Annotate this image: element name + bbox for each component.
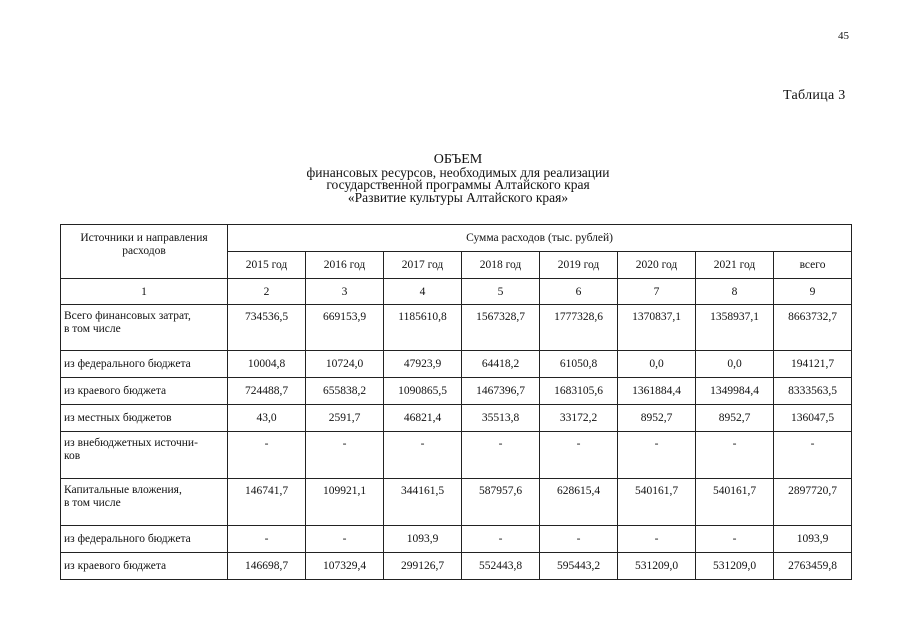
table-cell: - xyxy=(696,432,774,479)
table-cell: 2591,7 xyxy=(306,405,384,432)
table-cell: 655838,2 xyxy=(306,378,384,405)
col-number: 5 xyxy=(462,279,540,305)
table-cell: 1567328,7 xyxy=(462,305,540,351)
table-cell: 194121,7 xyxy=(774,351,852,378)
table-cell: 146698,7 xyxy=(228,553,306,580)
row-label xyxy=(61,432,228,479)
table-cell: 8333563,5 xyxy=(774,378,852,405)
header-row-1 xyxy=(61,225,852,252)
table-cell: 1090865,5 xyxy=(384,378,462,405)
financing-table xyxy=(60,224,852,580)
table-row-federal-budget xyxy=(61,351,852,378)
table-cell: 35513,8 xyxy=(462,405,540,432)
row-label: из краевого бюджета xyxy=(61,553,228,580)
table-cell: 107329,4 xyxy=(306,553,384,580)
col-number: 3 xyxy=(306,279,384,305)
header-year-2020: 2020 год xyxy=(618,252,696,279)
col-number: 7 xyxy=(618,279,696,305)
table-row-capital-federal-budget xyxy=(61,526,852,553)
header-year-2016: 2016 год xyxy=(306,252,384,279)
table-cell: 46821,4 xyxy=(384,405,462,432)
table-row-regional-budget xyxy=(61,378,852,405)
table-cell: 0,0 xyxy=(696,351,774,378)
table-cell: 8952,7 xyxy=(618,405,696,432)
title-line-3: государственной программы Алтайского края xyxy=(326,177,590,192)
table-cell: - xyxy=(228,526,306,553)
table-cell: 8952,7 xyxy=(696,405,774,432)
table-cell: - xyxy=(462,432,540,479)
title-line-2: финансовых ресурсов, необходимых для реализации xyxy=(306,164,610,180)
header-year-2021: 2021 год xyxy=(696,252,774,279)
table-cell: - xyxy=(306,526,384,553)
table-cell: 47923,9 xyxy=(384,351,462,378)
row-label-line: Капитальные вложения, xyxy=(64,484,182,496)
table-cell: 109921,1 xyxy=(306,479,384,526)
header-total: всего xyxy=(774,252,852,279)
table-cell: 540161,7 xyxy=(696,479,774,526)
table-cell: 61050,8 xyxy=(540,351,618,378)
table-cell: 540161,7 xyxy=(618,479,696,526)
header-year-2018: 2018 год xyxy=(462,252,540,279)
table-cell: 33172,2 xyxy=(540,405,618,432)
col-number: 2 xyxy=(228,279,306,305)
table-cell: - xyxy=(618,526,696,553)
table-cell: 531209,0 xyxy=(618,553,696,580)
row-label-line: Всего финансовых затрат, xyxy=(64,310,191,322)
table-cell: - xyxy=(774,432,852,479)
table-cell: - xyxy=(462,526,540,553)
title-line-4: «Развитие культуры Алтайского края» xyxy=(347,189,569,205)
header-year-2019: 2019 год xyxy=(540,252,618,279)
document-title xyxy=(200,154,716,204)
row-label: из краевого бюджета xyxy=(61,378,228,405)
table-cell: 1185610,8 xyxy=(384,305,462,351)
col-number: 6 xyxy=(540,279,618,305)
table-row-local-budgets xyxy=(61,405,852,432)
table-cell: 628615,4 xyxy=(540,479,618,526)
table-cell: 1349984,4 xyxy=(696,378,774,405)
row-label: из местных бюджетов xyxy=(61,405,228,432)
col-number: 4 xyxy=(384,279,462,305)
table-cell: 1093,9 xyxy=(384,526,462,553)
table-cell: 595443,2 xyxy=(540,553,618,580)
table-row-capital-regional-budget xyxy=(61,553,852,580)
row-label-line: ков xyxy=(64,450,81,462)
table-cell: 734536,5 xyxy=(228,305,306,351)
col-number: 8 xyxy=(696,279,774,305)
col-number: 9 xyxy=(774,279,852,305)
table-cell: 0,0 xyxy=(618,351,696,378)
table-cell: 724488,7 xyxy=(228,378,306,405)
table-cell: - xyxy=(540,432,618,479)
header-year-2015: 2015 год xyxy=(228,252,306,279)
table-row-extrabudgetary xyxy=(61,432,852,479)
row-label: из федерального бюджета xyxy=(61,351,228,378)
row-label xyxy=(61,305,228,351)
table-cell: - xyxy=(618,432,696,479)
table-cell: 344161,5 xyxy=(384,479,462,526)
table-row-capital-investments xyxy=(61,479,852,526)
row-label-line: в том числе xyxy=(64,323,121,335)
header-expenses-sum: Сумма расходов (тыс. рублей) xyxy=(228,225,852,252)
table-cell: - xyxy=(228,432,306,479)
table-cell: 299126,7 xyxy=(384,553,462,580)
table-cell: 1683105,6 xyxy=(540,378,618,405)
table-cell: 8663732,7 xyxy=(774,305,852,351)
table-cell: 1361884,4 xyxy=(618,378,696,405)
title-heading: ОБЪЕМ xyxy=(433,152,483,167)
table-cell: 2897720,7 xyxy=(774,479,852,526)
table-cell: 43,0 xyxy=(228,405,306,432)
table-cell: 1370837,1 xyxy=(618,305,696,351)
table-cell: - xyxy=(540,526,618,553)
row-label: из федерального бюджета xyxy=(61,526,228,553)
row-label xyxy=(61,479,228,526)
table-cell: - xyxy=(384,432,462,479)
row-label-line: из внебюджетных источни- xyxy=(64,437,198,449)
table-cell: 10004,8 xyxy=(228,351,306,378)
table-cell: 552443,8 xyxy=(462,553,540,580)
table-cell: 669153,9 xyxy=(306,305,384,351)
table-cell: 587957,6 xyxy=(462,479,540,526)
table-row-total-expenses xyxy=(61,305,852,351)
table-cell: - xyxy=(306,432,384,479)
table-label: Таблица 3 xyxy=(783,88,846,103)
page-number: 45 xyxy=(838,30,849,42)
table-cell: 531209,0 xyxy=(696,553,774,580)
table-cell: 1467396,7 xyxy=(462,378,540,405)
table-cell: 2763459,8 xyxy=(774,553,852,580)
table-cell: 64418,2 xyxy=(462,351,540,378)
table-cell: 146741,7 xyxy=(228,479,306,526)
row-label-line: в том числе xyxy=(64,497,121,509)
table-cell: 10724,0 xyxy=(306,351,384,378)
col-number: 1 xyxy=(61,279,228,305)
header-sources: Источники и направления расходов xyxy=(61,225,228,279)
table-cell: 1093,9 xyxy=(774,526,852,553)
table-cell: 1777328,6 xyxy=(540,305,618,351)
table-cell: - xyxy=(696,526,774,553)
table-cell: 136047,5 xyxy=(774,405,852,432)
column-numbers-row xyxy=(61,279,852,305)
table-cell: 1358937,1 xyxy=(696,305,774,351)
header-year-2017: 2017 год xyxy=(384,252,462,279)
